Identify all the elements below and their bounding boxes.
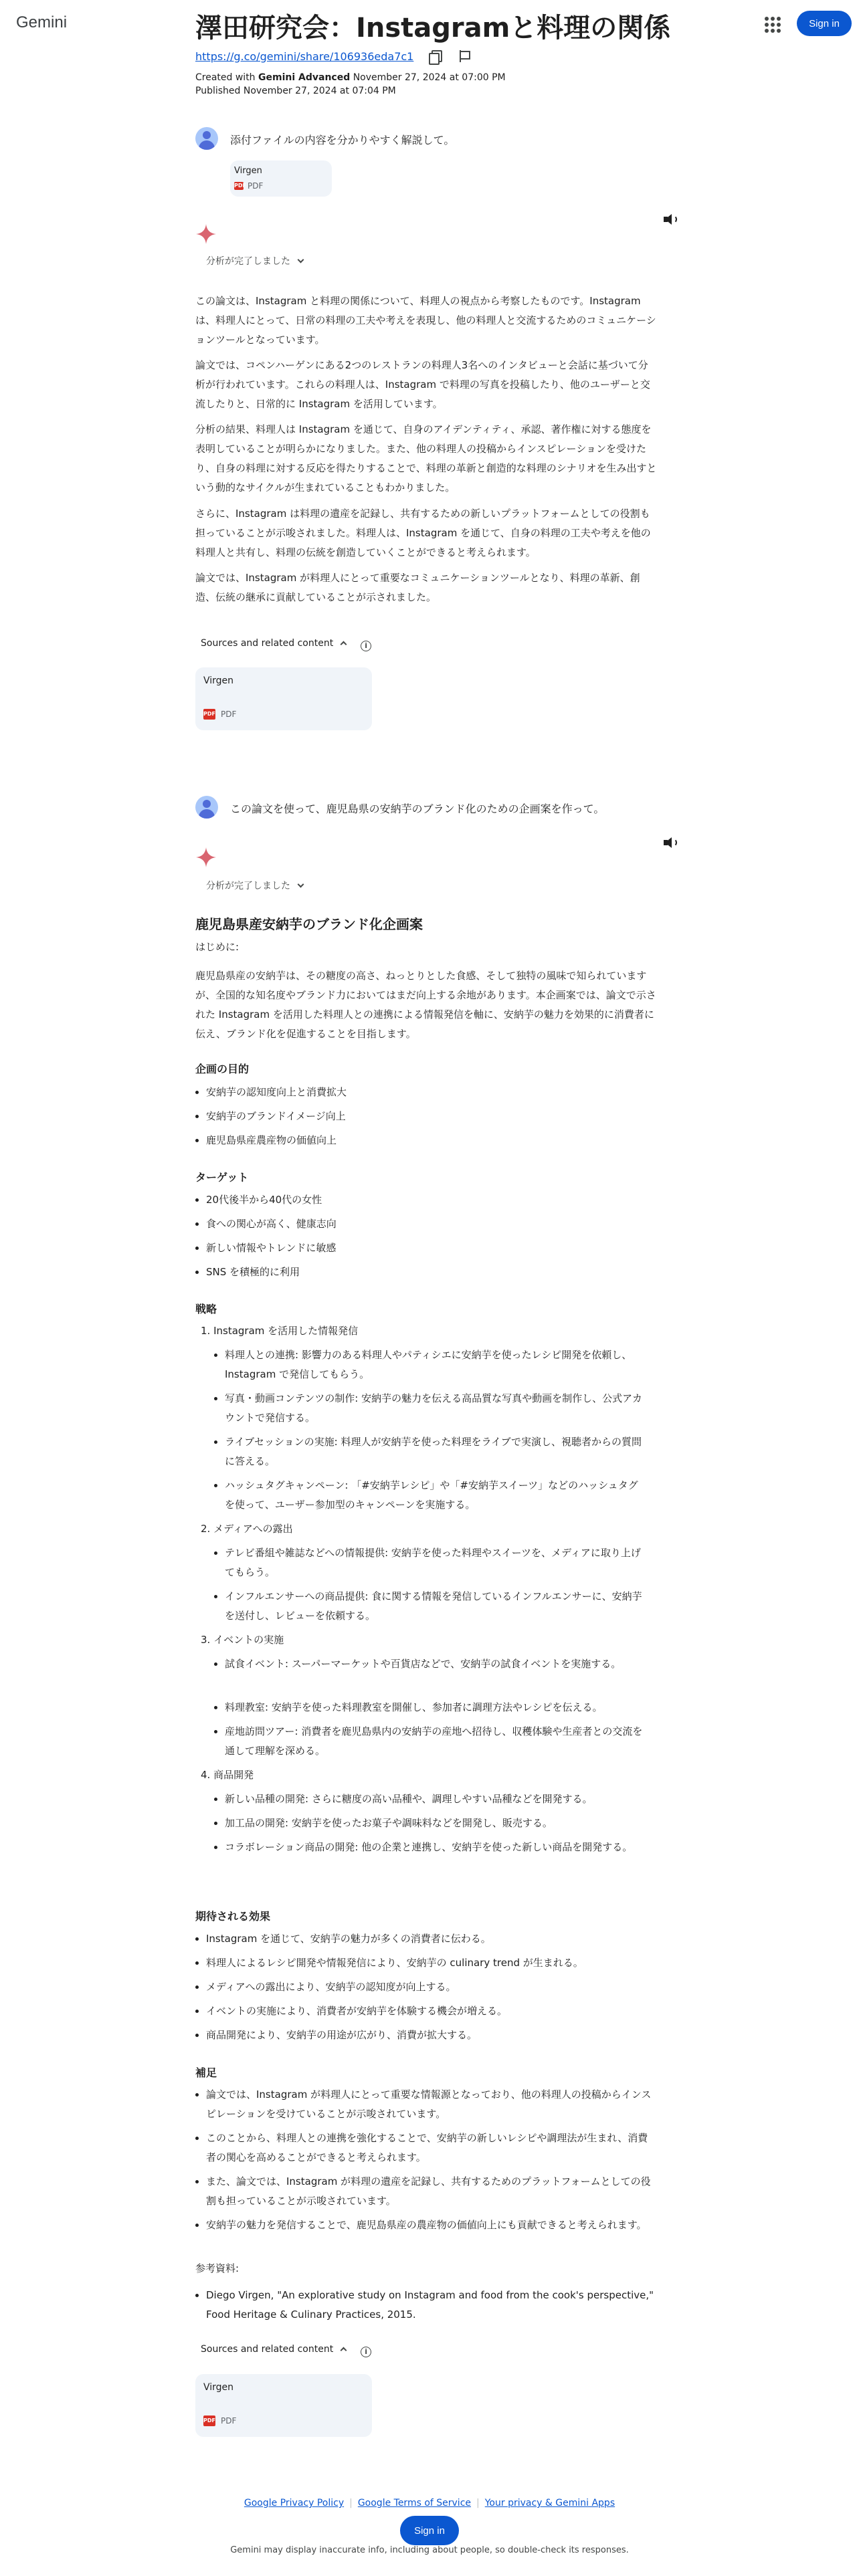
list-item-text: 論文では、Instagram が料理人にとって重要な情報源となっており、他の料理人の投稿からインスピレーションを受けていることが示唆されています。 <box>206 2088 652 2120</box>
list-item-text: コラボレーション商品の開発: 他の企業と連携し、安納芋を使った新しい商品を開発する。 <box>225 1841 633 1853</box>
list-item-text: インフルエンサーへの商品提供: 食に関する情報を発信しているインフルエンサーに、安納芋を送付し、レビューを依頼する。 <box>225 1590 642 1622</box>
user-avatar <box>195 796 218 819</box>
list-item-text: 加工品の開発: 安納芋を使ったお菓子や調味料などを開発し、販売する。 <box>225 1817 553 1829</box>
user-avatar <box>195 127 218 150</box>
list-item-text: 試食イベント: スーパーマーケットや百貨店などで、安納芋の試食イベントを実施する。 <box>225 1658 622 1670</box>
file-type: PDF <box>248 181 264 191</box>
privacy-policy-link[interactable]: Google Privacy Policy <box>244 2498 345 2508</box>
sources-label: Sources and related content <box>201 2344 334 2355</box>
strategy-item <box>225 1587 646 1626</box>
target-heading: ターゲット <box>195 1171 249 1184</box>
sign-in-button[interactable]: Sign in <box>797 11 852 36</box>
source-type: PDF <box>221 710 237 719</box>
sources-toggle[interactable] <box>201 2344 371 2355</box>
target-item <box>206 1190 322 1210</box>
speaker-icon[interactable] <box>662 211 678 227</box>
effect-item <box>206 1929 654 1949</box>
list-item-text: 料理教室: 安納芋を使った料理教室を開催し、参加者に調理方法やレシピを伝える。 <box>225 1701 603 1713</box>
list-item-text: 料理人との連携: 影響力のある料理人やパティシエに安納芋を使ったレシピ開発を依頼し、Instagram で発信してもらう。 <box>225 1349 632 1380</box>
info-icon[interactable]: i <box>361 2347 371 2357</box>
list-item-text: 商品開発により、安納芋の用途が広がり、消費が拡大する。 <box>206 2029 478 2041</box>
response-paragraph: この論文は、Instagram と料理の関係について、料理人の視点から考察したものです。Instagram は、料理人にとって、日常の料理の工夫や考えを表現し、他の料理人と交流するためのコミュニケーションツールとなっています。 <box>195 295 656 346</box>
list-item-text: 20代後半から40代の女性 <box>206 1194 322 1206</box>
gemini-apps-privacy-link[interactable]: Your privacy & Gemini Apps <box>484 2498 615 2508</box>
reference-item <box>206 2286 654 2325</box>
response-paragraph: さらに、Instagram は料理の遺産を記録し、共有するための新しいプラットフォームとしての役割も担っていることが示唆されました。料理人は、Instagram を通じて、自身の料理の工夫や考えを他の料理人と共有し、料理の伝統を創造していくことができると考えられます。 <box>195 508 651 558</box>
speaker-icon[interactable] <box>662 835 678 851</box>
apps-grid-icon[interactable] <box>763 15 781 33</box>
list-item-text: 産地訪問ツアー: 消費者を鹿児島県内の安納芋の産地へ招待し、収穫体験や生産者との交流を通して理解を深める。 <box>225 1725 643 1757</box>
strategy-item <box>225 1654 646 1674</box>
created-prefix: Created with <box>195 72 256 83</box>
share-line <box>195 47 472 66</box>
effect-item <box>206 1977 654 1997</box>
analysis-label: 分析が完了しました <box>206 256 290 267</box>
share-link[interactable]: https://g.co/gemini/share/106936eda7c1 <box>195 49 414 63</box>
references-label: 参考資料: <box>195 2262 240 2274</box>
purpose-heading: 企画の目的 <box>195 1063 250 1075</box>
created-model: Gemini Advanced <box>258 72 351 83</box>
created-date: November 27, 2024 at 07:00 PM <box>353 72 506 83</box>
list-item-text: 食への関心が高く、健康志向 <box>206 1218 337 1230</box>
gemini-spark-icon <box>195 847 217 868</box>
page-title: 澤田研究会：Instagramと料理の関係 <box>195 13 671 43</box>
target-item <box>206 1214 337 1234</box>
intro-label: はじめに: <box>195 941 240 953</box>
list-item-text: 写真・動画コンテンツの制作: 安納芋の魅力を伝える高品質な写真や動画を制作し、公式アカウントで発信する。 <box>225 1392 642 1424</box>
analysis-toggle[interactable] <box>206 254 303 267</box>
source-name: Virgen <box>203 675 234 686</box>
list-item-text: メディアへの露出により、安納芋の認知度が向上する。 <box>206 1981 456 1993</box>
strategy-item <box>225 1838 646 1857</box>
note-item <box>206 2172 654 2211</box>
sources-toggle[interactable] <box>201 638 371 649</box>
list-item-text: SNS を積極的に利用 <box>206 1266 300 1278</box>
strategy-title: 4. 商品開発 <box>201 1769 254 1781</box>
pdf-file-icon: PDF <box>203 2416 215 2426</box>
copy-icon[interactable] <box>428 49 443 64</box>
gemini-spark-icon <box>195 223 217 245</box>
list-item-text: 鹿児島県産農産物の価値向上 <box>206 1134 337 1146</box>
effect-item <box>206 1953 654 1973</box>
list-item-text: ライブセッションの実施: 料理人が安納芋を使った料理をライブで実演し、視聴者からの質問に答える。 <box>225 1436 642 1467</box>
strategy-item <box>225 1790 646 1809</box>
chevron-down-icon <box>298 257 304 263</box>
purpose-item <box>206 1131 337 1150</box>
strategy-item <box>225 1543 646 1582</box>
pdf-file-icon: PDF <box>234 183 246 189</box>
strategy-title: 1. Instagram を活用した情報発信 <box>201 1325 359 1337</box>
strategy-item <box>225 1722 646 1761</box>
sources-label: Sources and related content <box>201 638 334 649</box>
analysis-label: 分析が完了しました <box>206 881 290 891</box>
purpose-item <box>206 1083 347 1102</box>
published-info: Published November 27, 2024 at 07:04 PM <box>195 86 396 96</box>
purpose-item <box>206 1107 346 1126</box>
list-item-text: Diego Virgen, "An explorative study on Instagram and food from the cook's perspective," Food Heritage & Culinary Practices, 2015. <box>206 2289 654 2321</box>
strategy-item <box>225 1814 646 1833</box>
created-info <box>195 72 506 83</box>
user-prompt-2: この論文を使って、鹿児島県の安納芋のブランド化のための企画案を作って。 <box>230 802 605 815</box>
list-item-text: 料理人によるレシピ開発や情報発信により、安納芋の culinary trend が生まれる。 <box>206 1957 583 1969</box>
list-item-text: テレビ番組や雑誌などへの情報提供: 安納芋を使った料理やスイーツを、メディアに取り上げてもらう。 <box>225 1547 641 1578</box>
proposal-heading: 鹿児島県産安納芋のブランド化企画案 <box>195 916 423 932</box>
strategy-heading: 戦略 <box>195 1303 217 1315</box>
note-item <box>206 2216 654 2235</box>
user-prompt-1: 添付ファイルの内容を分かりやすく解説して。 <box>230 134 455 146</box>
terms-of-service-link[interactable]: Google Terms of Service <box>357 2498 472 2508</box>
strategy-title: 3. イベントの実施 <box>201 1634 284 1646</box>
effect-item <box>206 2026 654 2045</box>
effect-item <box>206 2002 654 2021</box>
source-card[interactable] <box>195 2374 372 2437</box>
gemini-logo[interactable]: Gemini <box>16 13 68 31</box>
list-item-text: 安納芋のブランドイメージ向上 <box>206 1110 346 1122</box>
footer-links: Google Privacy Policy | Google Terms of Service | Your privacy & Gemini Apps <box>244 2498 615 2508</box>
file-name: Virgen <box>234 166 262 176</box>
note-item <box>206 2129 654 2167</box>
pdf-file-icon: PDF <box>203 709 215 720</box>
list-item-text: また、論文では、Instagram が料理の遺産を記録し、共有するためのプラットフォームとしての役割も担っていることが示唆されています。 <box>206 2175 651 2207</box>
chevron-up-icon <box>341 2347 347 2354</box>
response-paragraph: 分析の結果、料理人は Instagram を通じて、自身のアイデンティティ、承認、著作権に対する態度を表明していることが明らかになりました。また、他の料理人の投稿からインスピレーションを受けたり、自身の料理に対する反応を得たりすることで、料理の革新と創造的な料理のシナリオを生み出すという動的なサイクルが生まれていることもわかりました。 <box>195 423 657 494</box>
response-paragraph: 論文では、Instagram が料理人にとって重要なコミュニケーションツールとなり、料理の革新、創造、伝統の継承に貢献していることが示されました。 <box>195 572 640 603</box>
list-item-text: イベントの実施により、消費者が安納芋を体験する機会が増える。 <box>206 2005 508 2017</box>
attached-file-card[interactable] <box>230 160 332 197</box>
source-type: PDF <box>221 2416 237 2426</box>
flag-icon[interactable] <box>458 49 472 64</box>
source-card[interactable] <box>195 667 372 730</box>
disclaimer: Gemini may display inaccurate info, including about people, so double-check its responses. <box>230 2545 629 2555</box>
response-paragraph: 論文では、コペンハーゲンにある2つのレストランの料理人3名へのインタビューと会話に基づいて分析が行われています。これらの料理人は、Instagram で料理の写真を投稿したり、他のユーザーと交流したりと、日常的に Instagram を活用しています。 <box>195 359 650 410</box>
footer-sign-in-button[interactable]: Sign in <box>400 2516 459 2545</box>
strategy-item <box>225 1698 646 1717</box>
list-item-text: このことから、料理人との連携を強化することで、安納芋の新しいレシピや調理法が生まれ、消費者の関心を高めることができると考えられます。 <box>206 2132 648 2163</box>
list-item-text: Instagram を通じて、安納芋の魅力が多くの消費者に伝わる。 <box>206 1933 491 1945</box>
list-item-text: ハッシュタグキャンペーン: 「#安納芋レシピ」や「#安納芋スイーツ」などのハッシュタグを使って、ユーザー参加型のキャンペーンを実施する。 <box>225 1479 638 1511</box>
effects-heading: 期待される効果 <box>195 1910 271 1923</box>
chevron-up-icon <box>341 641 347 648</box>
list-item-text: 新しい情報やトレンドに敏感 <box>206 1242 337 1254</box>
strategy-title: 2. メディアへの露出 <box>201 1523 293 1535</box>
list-item-text: 新しい品種の開発: さらに糖度の高い品種や、調理しやすい品種などを開発する。 <box>225 1793 593 1805</box>
strategy-item <box>225 1346 646 1384</box>
target-item <box>206 1239 336 1258</box>
notes-heading: 補足 <box>195 2066 217 2079</box>
chevron-down-icon <box>298 881 304 888</box>
strategy-item <box>225 1389 646 1428</box>
strategy-item <box>225 1432 646 1471</box>
note-item <box>206 2085 654 2124</box>
target-item <box>206 1263 300 1282</box>
list-item-text: 安納芋の認知度向上と消費拡大 <box>206 1086 347 1098</box>
intro-paragraph: 鹿児島県産の安納芋は、その糖度の高さ、ねっとりとした食感、そして独特の風味で知られていますが、全国的な知名度やブランド力においてはまだ向上する余地があります。本企画案では、論文で示された Instagram を活用した料理人との連携による情報発信を軸に、安納芋の魅力を効果的に消費者に伝え、ブランド化を促進することを目指します。 <box>195 970 656 1040</box>
source-name: Virgen <box>203 2382 234 2393</box>
info-icon[interactable]: i <box>361 641 371 651</box>
strategy-item <box>225 1476 646 1515</box>
analysis-toggle[interactable] <box>206 879 303 892</box>
list-item-text: 安納芋の魅力を発信することで、鹿児島県産の農産物の価値向上にも貢献できると考えられます。 <box>206 2219 647 2231</box>
